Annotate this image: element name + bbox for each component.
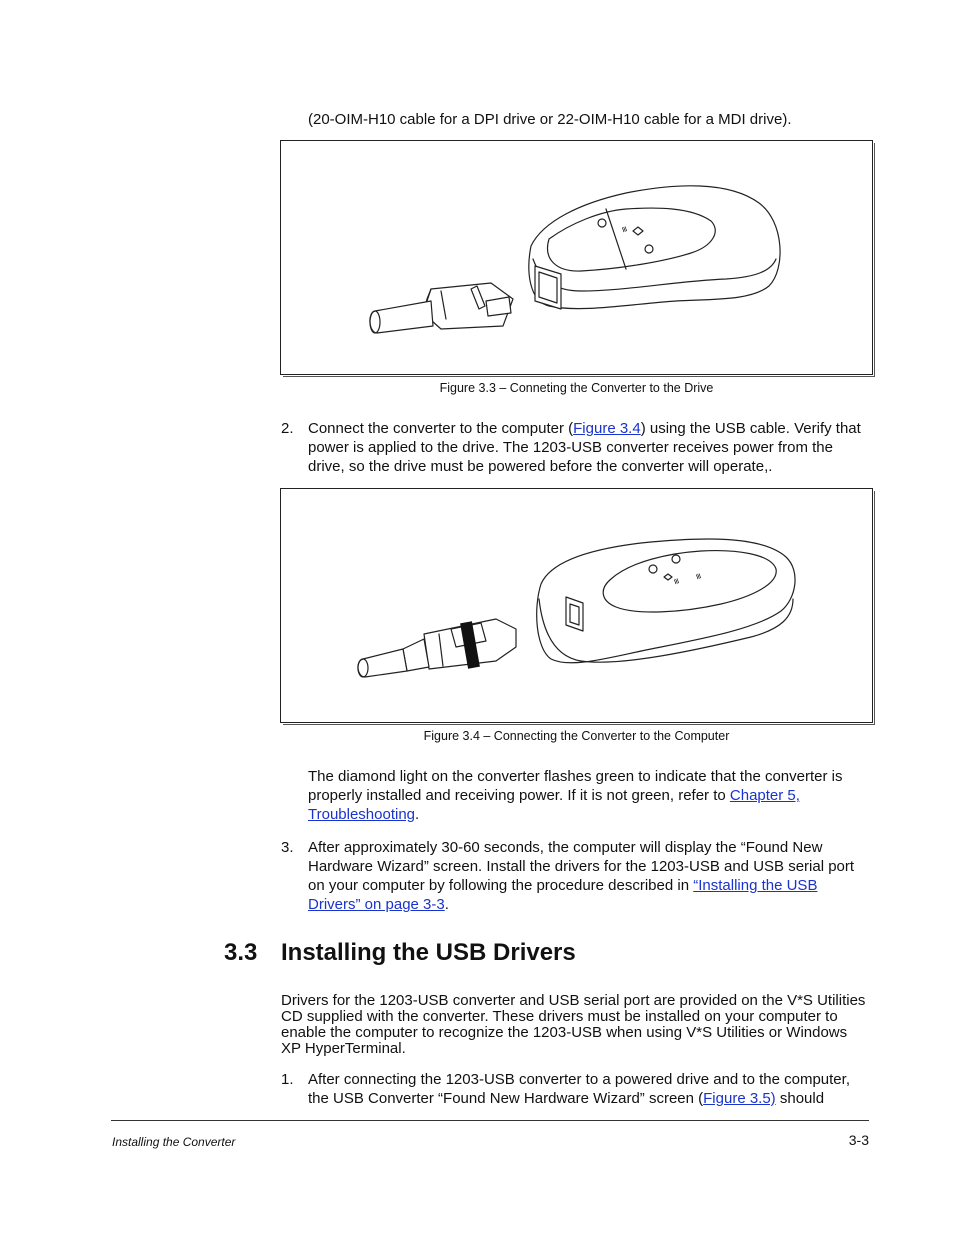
figure-3-4-frame [280,488,873,723]
footer-chapter-title: Installing the Converter [112,1135,236,1149]
svg-text:≡: ≡ [671,576,682,586]
diamond-light-text: The diamond light on the converter flashes green to indicate that the converter is properly installed and receiving power. If it is not green, refer to Chapter 5, Troubleshooting. [308,768,843,823]
section-number: 3.3 [224,939,258,966]
step-1-number: 1. [281,1071,294,1088]
figure-3-4-link[interactable]: Figure 3.4 [573,420,641,437]
installing-usb-drivers-link[interactable]: “Installing the USB Drivers” on page 3-3 [308,877,818,913]
footer-divider [111,1120,869,1121]
figure-3-3-frame [280,140,873,375]
figure-3-3-caption: Figure 3.3 – Conneting the Converter to the Drive [439,381,714,395]
converter-usb-illustration [281,489,872,722]
step-2-text: Connect the converter to the computer (Figure 3.4) using the USB cable. Verify that power is applied to the drive. The 1203-USB converter receives power from the drive, so the drive must be powered before the converter will operate,. [308,420,861,475]
chapter-5-link[interactable]: Chapter 5, Troubleshooting [308,787,800,823]
figure-3-5-link[interactable]: Figure 3.5) [703,1090,776,1107]
section-title: Installing the USB Drivers [281,939,576,966]
step-3-text: After approximately 30-60 seconds, the computer will display the “Found New Hardware Wizard” screen. Install the drivers for the 1203-USB and USB serial port on your computer by following the procedure described in “Installing the USB Drivers” on page 3-3. [308,839,855,913]
step-1-text: After connecting the 1203-USB converter to a powered drive and to the computer, the USB Converter “Found New Hardware Wizard” screen (Figure 3.5) should [308,1071,850,1107]
figure-3-4-caption: Figure 3.4 – Connecting the Converter to the Computer [423,729,730,743]
svg-text:≡: ≡ [693,571,704,581]
step-3-number: 3. [281,839,294,856]
page-number: 3-3 [848,1132,869,1148]
intro-text: (20-OIM-H10 cable for a DPI drive or 22-OIM-H10 cable for a MDI drive). [308,111,792,128]
section-intro-text: Drivers for the 1203-USB converter and USB serial port are provided on the V*S Utilities CD supplied with the converter. These drivers must be installed on your computer to enable the computer to recognize the 1203-USB when using V*S Utilities or Windows XP HyperTerminal. [281,992,866,1057]
step-2-number: 2. [281,420,294,437]
converter-drive-illustration [281,141,872,374]
svg-text:≡: ≡ [619,224,630,234]
